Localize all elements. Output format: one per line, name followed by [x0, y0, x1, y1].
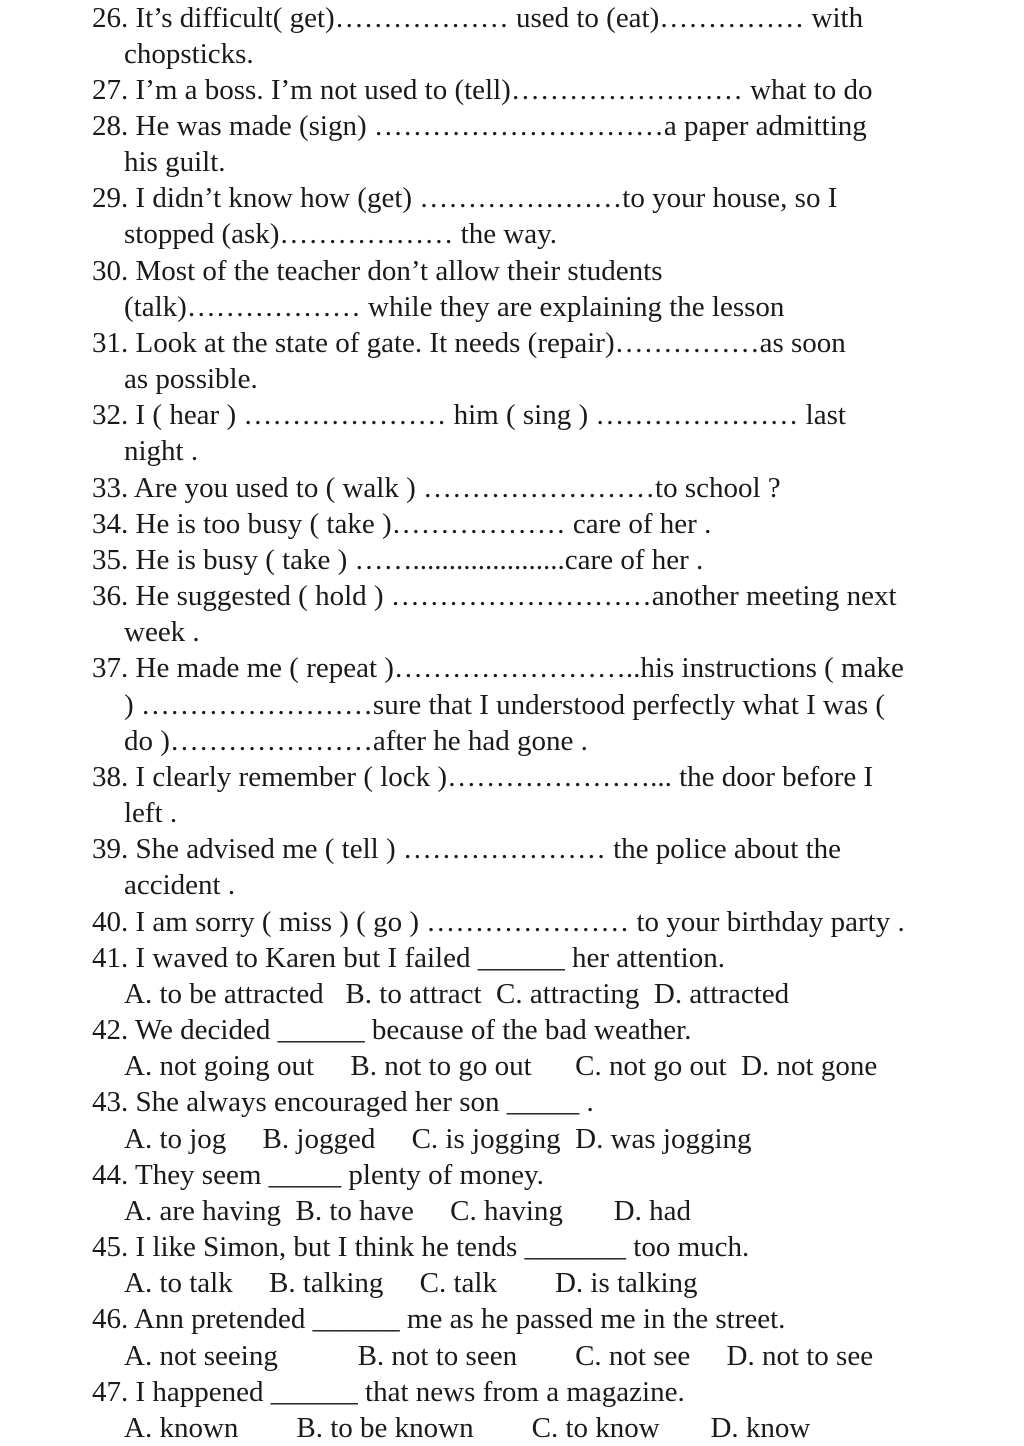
question-37-line-1: 37. He made me ( repeat )……………………..his instructions ( make [92, 652, 904, 684]
question-41-options: A. to be attracted B. to attract C. attracting D. attracted [124, 978, 790, 1010]
question-43: 43. She always encouraged her son _____ . [92, 1086, 594, 1118]
question-44: 44. They seem _____ plenty of money. [92, 1159, 544, 1191]
question-42: 42. We decided ______ because of the bad weather. [92, 1014, 692, 1046]
question-42-options: A. not going out B. not to go out C. not go out D. not gone [124, 1050, 878, 1082]
question-45: 45. I like Simon, but I think he tends _______ too much. [92, 1231, 750, 1263]
question-41: 41. I waved to Karen but I failed ______ her attention. [92, 942, 725, 974]
question-37-line-2: ) ……………………sure that I understood perfectly what I was ( [124, 689, 886, 721]
question-37-line-3: do )…………………after he had gone . [124, 725, 588, 757]
question-46-options: A. not seeing B. not to seen C. not see D. not to see [124, 1340, 874, 1372]
question-30-line-1: 30. Most of the teacher don’t allow their students [92, 255, 663, 287]
question-40: 40. I am sorry ( miss ) ( go ) ………………… to your birthday party . [92, 906, 905, 938]
question-27: 27. I’m a boss. I’m not used to (tell)…………………… what to do [92, 74, 873, 106]
question-26-line-2: chopsticks. [124, 38, 254, 70]
question-29-line-1: 29. I didn’t know how (get) …………………to your house, so I [92, 182, 838, 214]
question-31-line-2: as possible. [124, 363, 258, 395]
question-36-line-2: week . [124, 616, 200, 648]
question-31-line-1: 31. Look at the state of gate. It needs (repair)……………as soon [92, 327, 846, 359]
question-46: 46. Ann pretended ______ me as he passed me in the street. [92, 1303, 786, 1335]
question-29-line-2: stopped (ask)……………… the way. [124, 218, 558, 250]
question-32-line-1: 32. I ( hear ) ………………… him ( sing ) ………………… last [92, 399, 846, 431]
question-32-line-2: night . [124, 435, 199, 467]
question-28-line-1: 28. He was made (sign) …………………………a paper admitting [92, 110, 867, 142]
question-47: 47. I happened ______ that news from a magazine. [92, 1376, 685, 1408]
question-26-line-1: 26. It’s difficult( get)……………… used to (eat)…………… with [92, 2, 864, 34]
question-39-line-1: 39. She advised me ( tell ) ………………… the police about the [92, 833, 842, 865]
question-36-line-1: 36. He suggested ( hold ) ………………………another meeting next [92, 580, 897, 612]
question-43-options: A. to jog B. jogged C. is jogging D. was jogging [124, 1123, 752, 1155]
question-38-line-1: 38. I clearly remember ( lock )…………………... the door before I [92, 761, 874, 793]
question-33: 33. Are you used to ( walk ) ……………………to school ? [92, 472, 781, 504]
question-35: 35. He is busy ( take ) …….....................care of her . [92, 544, 704, 576]
question-47-options: A. known B. to be known C. to know D. know [124, 1412, 811, 1444]
question-28-line-2: his guilt. [124, 146, 226, 178]
question-45-options: A. to talk B. talking C. talk D. is talking [124, 1267, 698, 1299]
question-44-options: A. are having B. to have C. having D. had [124, 1195, 692, 1227]
question-30-line-2: (talk)……………… while they are explaining the lesson [124, 291, 785, 323]
question-34: 34. He is too busy ( take )……………… care of her . [92, 508, 712, 540]
question-38-line-2: left . [124, 797, 178, 829]
question-39-line-2: accident . [124, 869, 236, 901]
